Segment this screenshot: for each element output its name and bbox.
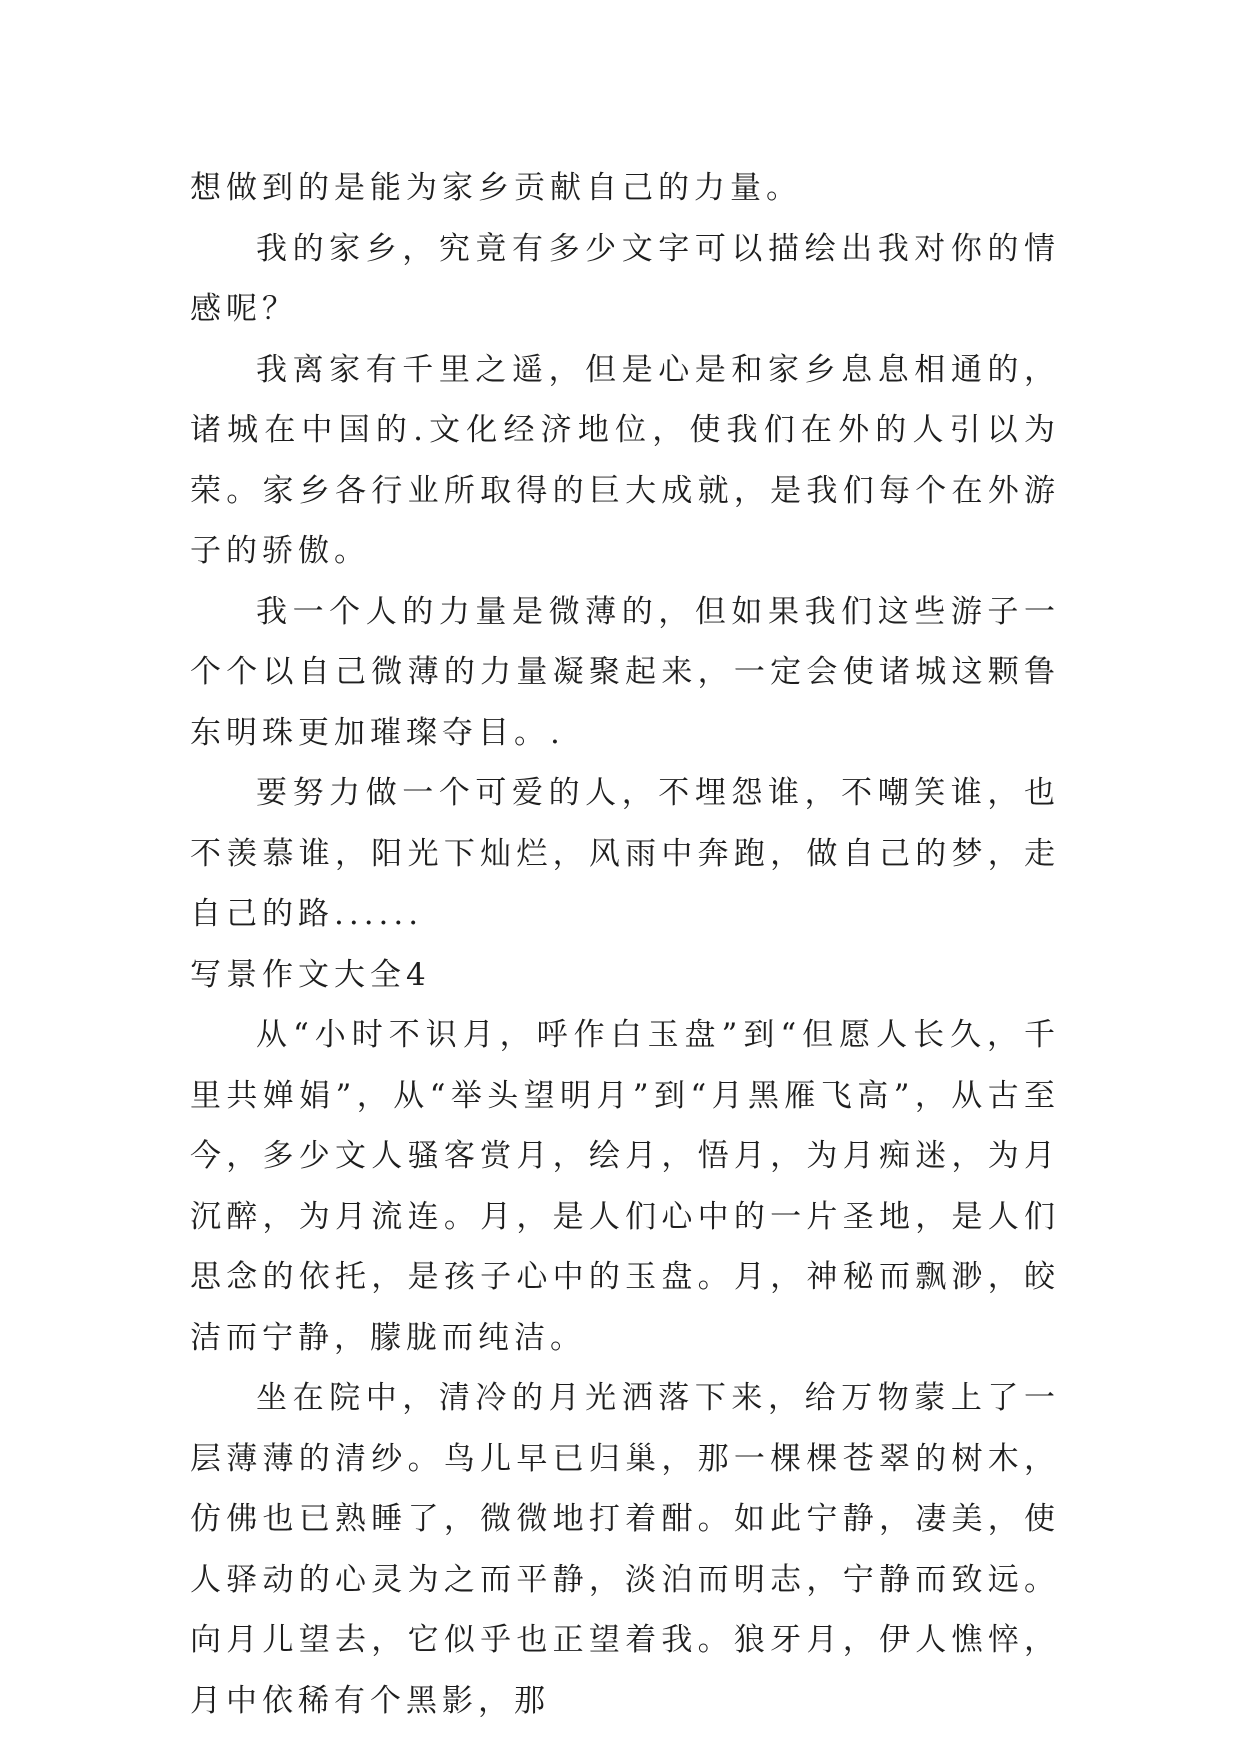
paragraph: 坐在院中，清冷的月光洒落下来，给万物蒙上了一层薄薄的清纱。鸟儿早已归巢，那一棵棵苍翠的树木，仿佛也已熟睡了，微微地打着酣。如此宁静，凄美，使人驿动的心灵为之而平静，淡泊而明志，宁静而致远。向月儿望去，它似乎也正望着我。狼牙月，伊人憔悴，月中依稀有个黑影，那 (190, 1380, 1060, 1719)
paragraph: 我一个人的力量是微薄的，但如果我们这些游子一个个以自己微薄的力量凝聚起来，一定会使诸城这颗鲁东明珠更加璀璨夺目。. (190, 593, 1060, 751)
paragraph: 要努力做一个可爱的人，不埋怨谁，不嘲笑谁，也不羡慕谁，阳光下灿烂，风雨中奔跑，做自己的梦，走自己的路...... (190, 775, 1060, 932)
paragraph-continuation: 想做到的是能为家乡贡献自己的力量。 (190, 170, 802, 206)
section-heading: 写景作文大全4 (190, 956, 431, 993)
paragraph: 从“小时不识月，呼作白玉盘”到“但愿人长久，千里共婵娟”，从“举头望明月”到“月黑雁飞高”，从古至今，多少文人骚客赏月，绘月，悟月，为月痴迷，为月沉醉，为月流连。月，是人们心中的一片圣地，是人们思念的依托，是孩子心中的玉盘。月，神秘而飘渺，皎洁而宁静，朦胧而纯洁。 (190, 1017, 1060, 1356)
paragraph: 我离家有千里之遥，但是心是和家乡息息相通的，诸城在中国的.文化经济地位，使我们在外的人引以为荣。家乡各行业所取得的巨大成就，是我们每个在外游子的骄傲。 (190, 351, 1060, 569)
paragraph: 我的家乡，究竟有多少文字可以描绘出我对你的情感呢？ (190, 230, 1060, 327)
document-body (190, 158, 1060, 1731)
